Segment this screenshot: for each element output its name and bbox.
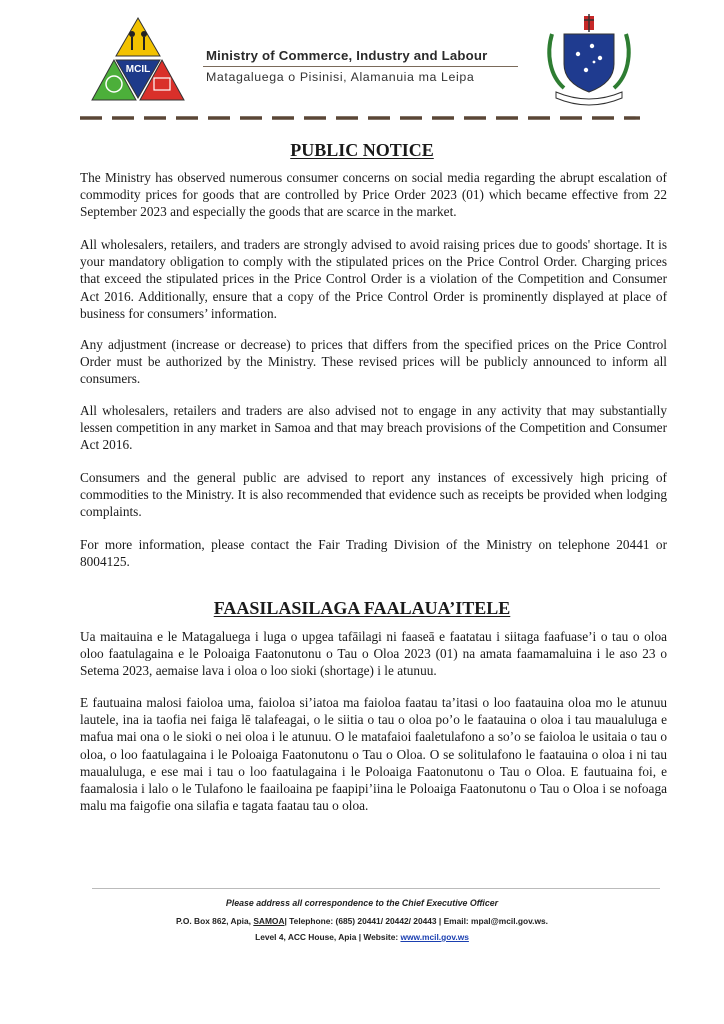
footer-correspondence-line: Please address all correspondence to the Chief Executive Officer	[225, 898, 499, 908]
paragraph: Ua maitauina e le Matagaluega i luga o upgea tafāilagi ni faaseā e faatatau i siitaga faafuase’i o tau o oloa oloo faatulagaina e le Poloaiga Faatonutonu o Tau o Oloa 2023 (01) na amata faamamaluina i le aso 23 o Setema 2023, aemaise lava i oloa o loo sioki (shortage) i le atunuu.	[80, 629, 667, 679]
website-link[interactable]: www.mcil.gov.ws	[400, 932, 469, 942]
footer-contact-line	[0, 916, 724, 926]
notice-title-samoan: FAASILASILAGA FAALAUA’ITELE	[213, 598, 511, 618]
office-location: Level 4, ACC House, Apia | Website:	[255, 932, 401, 942]
notice-title-english: PUBLIC NOTICE	[290, 140, 434, 160]
phone-email: | Telephone: (685) 20441/ 20442/ 20443 | Email: mpal@mcil.gov.ws.	[284, 916, 548, 926]
paragraph: The Ministry has observed numerous consumer concerns on social media regarding the abrupt escalation of commodity prices for goods that are controlled by Price Order 2023 (01) which became effective from 22 September 2023 and especially the goods that are scarce in the market.	[80, 170, 667, 220]
country: SAMOA	[253, 916, 285, 926]
paragraph: E fautuaina malosi faioloa uma, faioloa si’iatoa ma faioloa faatau ta’itasi o loo faatauina oloa mo le atunuu lautele, ina ia taofia nei faiga lē talafeagai, o le siitia o tau o oloa po’o le faatauina o oloa i tau maualuluga e mafua mai ona o le sioki o nei oloa i le atunuu. O le matafaioi faaletulafono a so’o se faioloa le usitaia o tau o oloa, o loo faatulagaina i le Poloaiga Faatonutonu o Tau o Oloa. O se solitulafono le faatauina o oloa i ni tau maualuluga, e ese mai i tau o loo faatulagaina i le Poloaiga Faatonutonu o Tau o Oloa. E fautuaina foi, e faamalosia i lalo o le Tulafono le faailoaina pe faapipi’iina le Poloaiga Faatonutonu o Tau o Oloa i se nofoaga malu ma faigofie ona silafia e tagata faatau tau o oloa.	[80, 695, 667, 814]
mcil-logo	[82, 16, 194, 106]
ministry-name-samoan: Matagaluega o Pisinisi, Alamanuia ma Leipa	[206, 70, 475, 84]
paragraph: Consumers and the general public are advised to report any instances of excessively high pricing of commodities to the Ministry. It is also recommended that evidence such as receipts be provided when lodging complaints.	[80, 470, 667, 520]
ministry-name-english: Ministry of Commerce, Industry and Labour	[206, 48, 488, 63]
logo-text: MCIL	[125, 64, 151, 75]
footer-location-line	[0, 932, 724, 942]
samoa-coat-of-arms	[542, 14, 636, 106]
paragraph: Any adjustment (increase or decrease) to prices that differs from the specified prices on the Price Control Order must be authorized by the Ministry. These revised prices will be publicly announced to inform all consumers.	[80, 337, 667, 387]
paragraph: For more information, please contact the Fair Trading Division of the Ministry on telephone 20441 or 8004125.	[80, 537, 667, 570]
footer-divider	[92, 888, 660, 889]
paragraph: All wholesalers, retailers and traders are also advised not to engage in any activity that may substantially lessen competition in any market in Samoa and that may breach provisions of the Competition and Consumer Act 2016.	[80, 403, 667, 453]
header-dashed-rule	[80, 116, 640, 120]
paragraph: All wholesalers, retailers, and traders are strongly advised to avoid raising prices due to goods' shortage. It is your mandatory obligation to comply with the stipulated prices on the Price Control Order. Charging prices that exceed the stipulated prices in the Price Control Order is a violation of the Competition and Consumer Act 2016. Additionally, ensure that a copy of the Price Control Order is prominently displayed at place of business for consumers’ information.	[80, 237, 667, 321]
po-box: P.O. Box 862, Apia,	[176, 916, 254, 926]
ministry-header	[206, 48, 526, 84]
header-divider	[203, 66, 518, 67]
